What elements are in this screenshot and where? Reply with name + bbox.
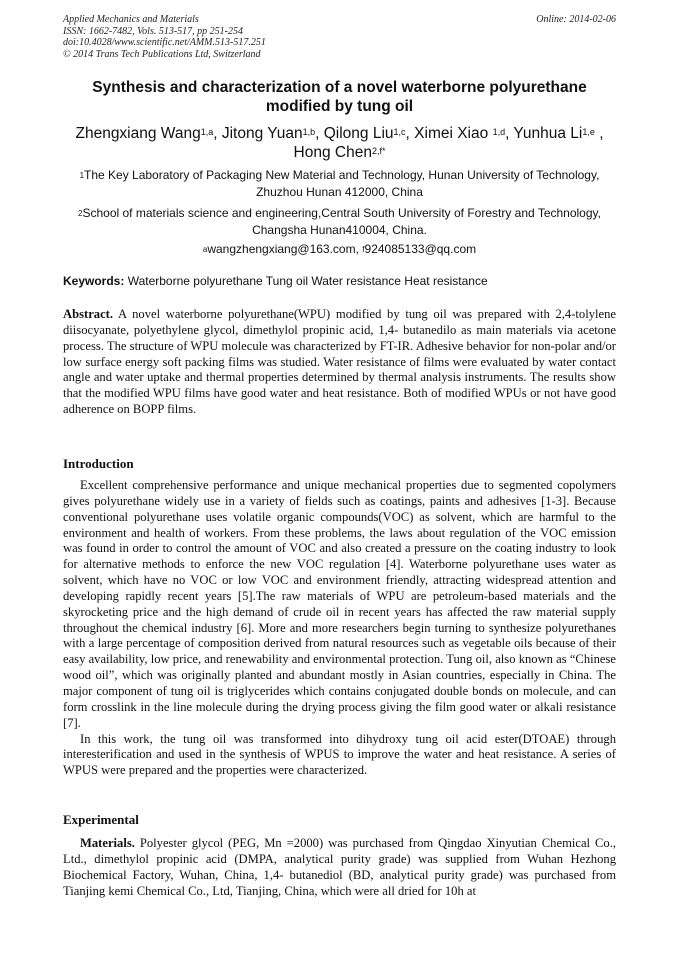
author-affil-mark: 1,b [302, 127, 316, 137]
affiliation-mark: 2 [78, 209, 83, 218]
keywords [63, 273, 616, 289]
abstract-paragraph [63, 307, 616, 418]
keywords-label: Keywords: [63, 274, 125, 288]
author-line-1 [63, 124, 616, 143]
affiliation-2 [63, 205, 616, 239]
issn-line: ISSN: 1662-7482, Vols. 513-517, pp 251-254 [63, 25, 243, 37]
experimental-heading: Experimental [63, 812, 139, 827]
paragraph [63, 836, 616, 899]
experimental-body [63, 836, 616, 899]
title-line-2: modified by tung oil [265, 98, 414, 115]
author-affil-mark: 1,e [582, 127, 595, 137]
copyright-line: © 2014 Trans Tech Publications Ltd, Switzerland [63, 48, 261, 60]
email-link[interactable]: wangzhengxiang@163.com, [207, 242, 363, 256]
affiliation-1 [63, 167, 616, 201]
author-name: Zhengxiang Wang [75, 125, 201, 142]
author-affil-mark: 2,f* [371, 146, 386, 156]
paragraph: Excellent comprehensive performance and unique mechanical properties due to segmented copolymers gives polyurethane widely use in a variety of fields such as coatings, paints and adhesives [1-3]. Because conventional polyurethane uses volatile organic compounds(VOC) as solvent, which are harmful to the environment and health of workers. From these problems, the laws about regulation of the VOC emission was found in order to control the amount of VOC and also created a pressure on the coating industry to look for alternative methods to enforce the new VOC regulation [4]. Waterborne polyurethane uses water as solvent, which have no VOC or low VOC and environment friendly, attracting widespread attention and developing rapidly recent years [5].The raw materials of WPU are petroleum-based materials and the skyrocketing price and the high demand of crude oil in recent years has affected the raw material supply throughout the chemical industry [6]. More and more researchers begin turning to synthesize polyurethanes with a large percentage of composition derived from natural resources such as vegetable oils because of their easy availability, low price, and renewability and environmental protection. Tung oil, also known as “Chinese wood oil”, which was originally planted and abundant mostly in Asian countries, especially in China. The major component of tung oil is triglycerides which contains conjugated double bonds on molecule, and can form crosslink in the line molecule during the drying process giving the film good water or alkali resistance [7]. [63, 478, 616, 730]
affiliation-1-line-1 [63, 167, 616, 184]
author-affil-mark: 1,a [200, 127, 214, 137]
author-name: , Jitong Yuan [213, 125, 303, 142]
email-mark: a [202, 245, 208, 254]
doi-line: doi:10.4028/www.scientific.net/AMM.513-517.251 [63, 37, 266, 48]
author-separator: , [594, 125, 604, 142]
affiliation-1-line-2: Zhuzhou Hunan 412000, China [256, 185, 423, 199]
affiliation-mark: 1 [79, 171, 85, 180]
paper-title [63, 78, 616, 116]
author-list [63, 124, 616, 162]
affiliation-2-line-1 [63, 205, 616, 222]
journal-name: Applied Mechanics and Materials [63, 14, 199, 25]
author-name: , Yunhua Li [505, 125, 583, 142]
author-name: Hong Chen [293, 144, 372, 161]
email-mark: f [362, 245, 365, 254]
author-affil-mark: 1,c [393, 127, 406, 137]
author-name: , Ximei Xiao [405, 125, 493, 142]
affiliation-2-line-2: Changsha Hunan410004, China. [252, 223, 427, 237]
abstract [63, 307, 616, 418]
introduction-body [63, 478, 616, 779]
abstract-label: Abstract. [63, 307, 114, 321]
author-affil-mark: 1,d [492, 127, 506, 137]
author-name: , Qilong Liu [315, 125, 394, 142]
author-emails [63, 241, 616, 258]
online-date: Online: 2014-02-06 [536, 14, 616, 25]
materials-label: Materials. [80, 836, 135, 850]
affiliation-text: The Key Laboratory of Packaging New Material and Technology, Hunan University of Technology, [84, 168, 600, 182]
paragraph: In this work, the tung oil was transformed into dihydroxy tung oil acid ester(DTOAE) through interesterification and used in the synthesis of WPUS to improve the water and heat resistance. A series of WPUS were prepared and the properties were characterized. [63, 731, 616, 778]
abstract-text: A novel waterborne polyurethane(WPU) modified by tung oil was prepared with 2,4-tolylene diisocyanate, polyethylene glycol, dimethylol propinic acid, 1,4- butanedilo as main materials via acetone process. The structure of WPU molecule was characterized by FT-IR. Adhesive behavior for non-polar and/or low surface energy soft packing films was studied. Water resistance of films were evaluated by water contact angle and water uptake and thermal properties determined by thermal analysis instruments. The results show that the modified WPU films have good water and heat resistance. Both of modified WPUs or not have good adherence on BOPP films. [63, 307, 616, 417]
affiliation-text: School of materials science and engineering,Central South University of Forestry and Technology, [82, 206, 601, 220]
materials-text: Polyester glycol (PEG, Mn =2000) was purchased from Qingdao Xinyutian Chemical Co., Ltd., dimethylol propinic acid (DMPA, analytical purity grade) was supplied from Wuhan Hezhong Biochemical Factory, Wuhan, China, 1,4- butanediol (BD, analytical purity grade) was purchased from Tianjing kemi Chemical Co., Ltd, Tianjing, China, which were all dried for 10h at [63, 836, 616, 898]
email-link[interactable]: 924085133@qq.com [364, 242, 477, 256]
author-line-2 [63, 143, 616, 162]
journal-header [63, 14, 616, 60]
introduction-heading: Introduction [63, 456, 134, 471]
title-line-1: Synthesis and characterization of a novel waterborne polyurethane [92, 79, 587, 96]
keywords-text: Waterborne polyurethane Tung oil Water resistance Heat resistance [124, 274, 488, 288]
